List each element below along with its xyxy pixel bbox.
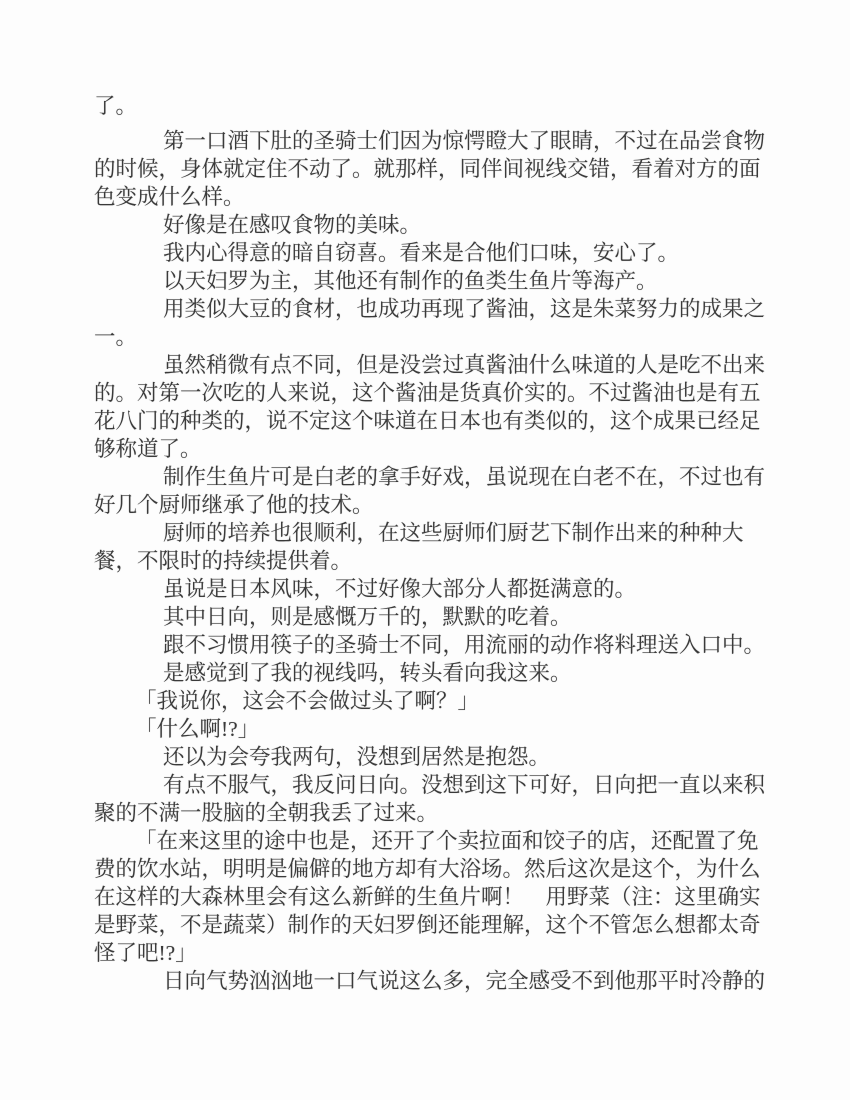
text-line: 其中日向，则是感慨万千的，默默的吃着。 [163,605,572,629]
text-line: 「什么啊!?」 [135,717,260,741]
text-line: 用类似大豆的食材，也成功再现了酱油，这是朱菜努力的成果之 [163,297,766,321]
text-line: 还以为会夸我两句，没想到居然是抱怨。 [163,745,551,769]
text-line: 以天妇罗为主，其他还有制作的鱼类生鱼片等海产。 [163,269,658,293]
text-line: 的。对第一次吃的人来说，这个酱油是货真价实的。不过酱油也是有五 [94,381,761,405]
text-line: 餐，不限时的持续提供着。 [94,549,353,573]
text-line: 是感觉到了我的视线吗，转头看向我这来。 [163,661,572,685]
text-line: 够称道了。 [94,437,202,461]
text-line: 在这样的大森林里会有这么新鲜的生鱼片啊！ 用野菜（注：这里确实 [94,885,761,909]
text-line: 的时候，身体就定住不动了。就那样，同伴间视线交错，看着对方的面 [94,157,761,181]
text-line: 费的饮水站，明明是偏僻的地方却有大浴场。然后这次是这个，为什么 [94,857,761,881]
text-line: 制作生鱼片可是白老的拿手好戏，虽说现在白老不在，不过也有 [163,465,766,489]
text-line: 第一口酒下肚的圣骑士们因为惊愕瞪大了眼睛，不过在品尝食物 [163,129,766,153]
text-line: 花八门的种类的，说不定这个味道在日本也有类似的，这个成果已经足 [94,409,761,433]
text-line: 一。 [94,325,138,349]
novel-text-block [94,92,790,995]
text-line: 「在来这里的途中也是，还开了个卖拉面和饺子的店，还配置了免 [135,829,759,853]
text-line: 好像是在感叹食物的美味。 [163,213,422,237]
text-line: 了。 [94,94,138,118]
text-line: 我内心得意的暗自窃喜。看来是合他们口味，安心了。 [163,241,680,265]
text-line: 虽然稍微有点不同，但是没尝过真酱油什么味道的人是吃不出来 [163,353,766,377]
text-line: 好几个厨师继承了他的技术。 [94,493,374,517]
text-line: 厨师的培养也很顺利，在这些厨师们厨艺下制作出来的种种大 [163,521,744,545]
text-line: 跟不习惯用筷子的圣骑士不同，用流丽的动作将料理送入口中。 [163,633,766,657]
text-line: 怪了吧!?」 [94,941,197,965]
text-line: 日向气势汹汹地一口气说这么多，完全感受不到他那平时冷静的 [163,969,766,993]
text-line: 聚的不满一股脑的全朝我丢了过来。 [94,801,439,825]
text-line: 有点不服气，我反问日向。没想到这下可好，日向把一直以来积 [163,773,766,797]
text-line: 是野菜，不是蔬菜）制作的天妇罗倒还能理解，这个不管怎么想都太奇 [94,913,761,937]
text-line: 「我说你，这会不会做过头了啊？」 [135,689,480,713]
text-line: 色变成什么样。 [94,185,245,209]
text-line: 虽说是日本风味，不过好像大部分人都挺满意的。 [163,577,637,601]
